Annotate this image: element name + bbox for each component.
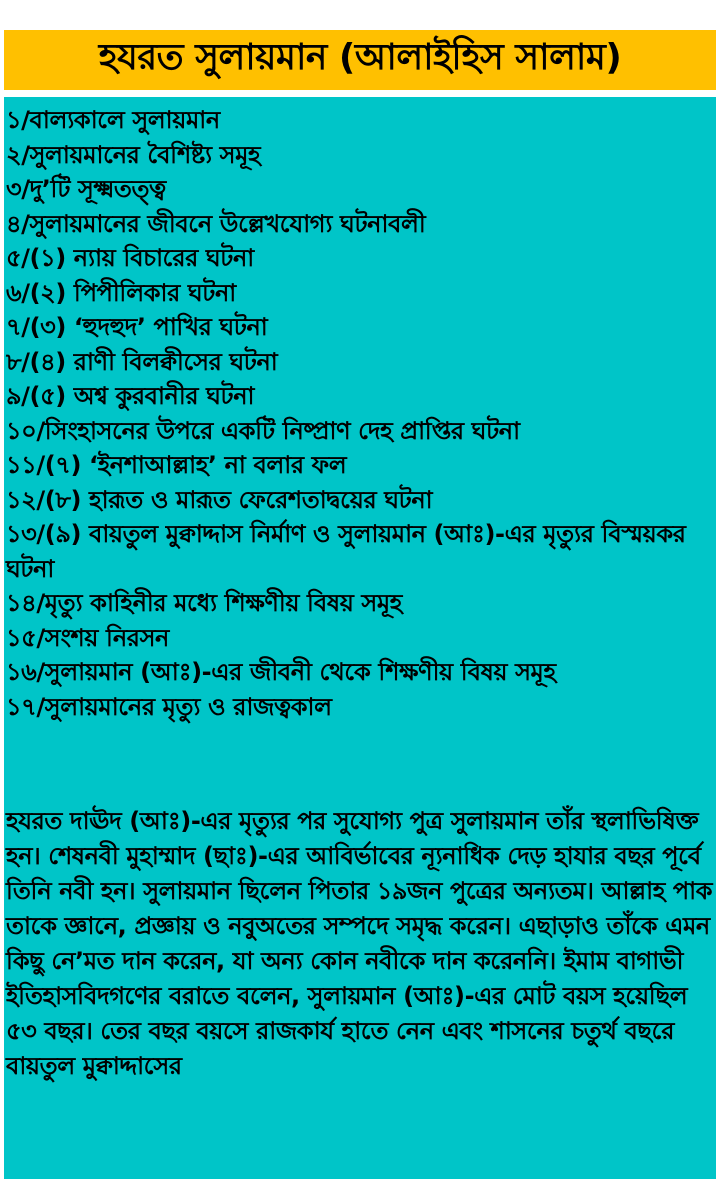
page-title: হযরত সুলায়মান (আলাইহিস সালাম) [98,37,622,78]
intro-paragraph: হযরত দাঊদ (আঃ)-এর মৃত্যুর পর সুযোগ্য পুত্র সুলায়মান তাঁর স্থলাভিষিক্ত হন। শেষনবী মুহাম্মাদ (ছাঃ)-এর আবির্ভাবের ন্যূনাধিক দেড় হাযার বছর পূর্বে তিনি নবী হন। সুলায়মান ছিলেন পিতার ১৯জন পুত্রের অন্যতম। আল্লাহ পাক তাকে জ্ঞানে, প্রজ্ঞায় ও নবুঅতের সম্পদে সমৃদ্ধ করেন। এছাড়াও তাঁকে এমন কিছু নে’মত দান করেন, যা অন্য কোন নবীকে দান করেননি। ইমাম বাগাভী ইতিহাসবিদগণের বরাতে বলেন, সুলায়মান (আঃ)-এর মোট বয়স হয়েছিল ৫৩ বছর। তের বছর বয়সে রাজকার্য হাতে নেন এবং শাসনের চতুর্থ বছরে বায়তুল মুক্বাদ্দাসের [6,807,713,1080]
table-of-contents [6,103,714,724]
toc-item: ৫/(১) ন্যায় বিচারের ঘটনা [6,244,254,272]
toc-item: ৪/সুলায়মানের জীবনে উল্লেখযোগ্য ঘটনাবলী [6,209,426,238]
toc-item: ৮/(৪) রাণী বিলক্বীসের ঘটনা [6,347,278,376]
toc-item: ১২/(৮) হারূত ও মারূত ফেরেশতাদ্বয়ের ঘটনা [6,485,433,514]
toc-item: ৭/(৩) ‘হুদহুদ’ পাখির ঘটনা [6,313,268,341]
title-banner [4,30,716,90]
toc-item: ১/বাল্যকালে সুলায়মান [6,106,220,134]
toc-item: ১৫/সংশয় নিরসন [6,623,169,652]
section-spacer [6,724,714,804]
content-panel [4,97,716,1179]
toc-item: ১০/সিংহাসনের উপরে একটি নিষ্প্রাণ দেহ প্রাপ্তির ঘটনা [6,416,520,445]
toc-item: ১৭/সুলায়মানের মৃত্যু ও রাজত্বকাল [6,692,332,721]
toc-item: ১৪/মৃত্যু কাহিনীর মধ্যে শিক্ষণীয় বিষয় সমূহ [6,589,402,617]
toc-item: ৯/(৫) অশ্ব কুরবানীর ঘটনা [6,382,255,410]
toc-item: ১১/(৭) ‘ইনশাআল্লাহ’ না বলার ফল [6,451,347,479]
toc-item: ১৩/(৯) বায়তুল মুক্বাদ্দাস নির্মাণ ও সুলায়মান (আঃ)-এর মৃত্যুর বিস্ময়কর ঘটনা [6,520,686,583]
toc-item: ৩/দু’টি সূক্ষ্মতত্ত্ব [6,175,166,203]
toc-item: ৬/(২) পিপীলিকার ঘটনা [6,278,236,307]
toc-item: ২/সুলায়মানের বৈশিষ্ট্য সমূহ [6,140,261,169]
toc-item: ১৬/সুলায়মান (আঃ)-এর জীবনী থেকে শিক্ষণীয় বিষয় সমূহ [6,658,556,686]
